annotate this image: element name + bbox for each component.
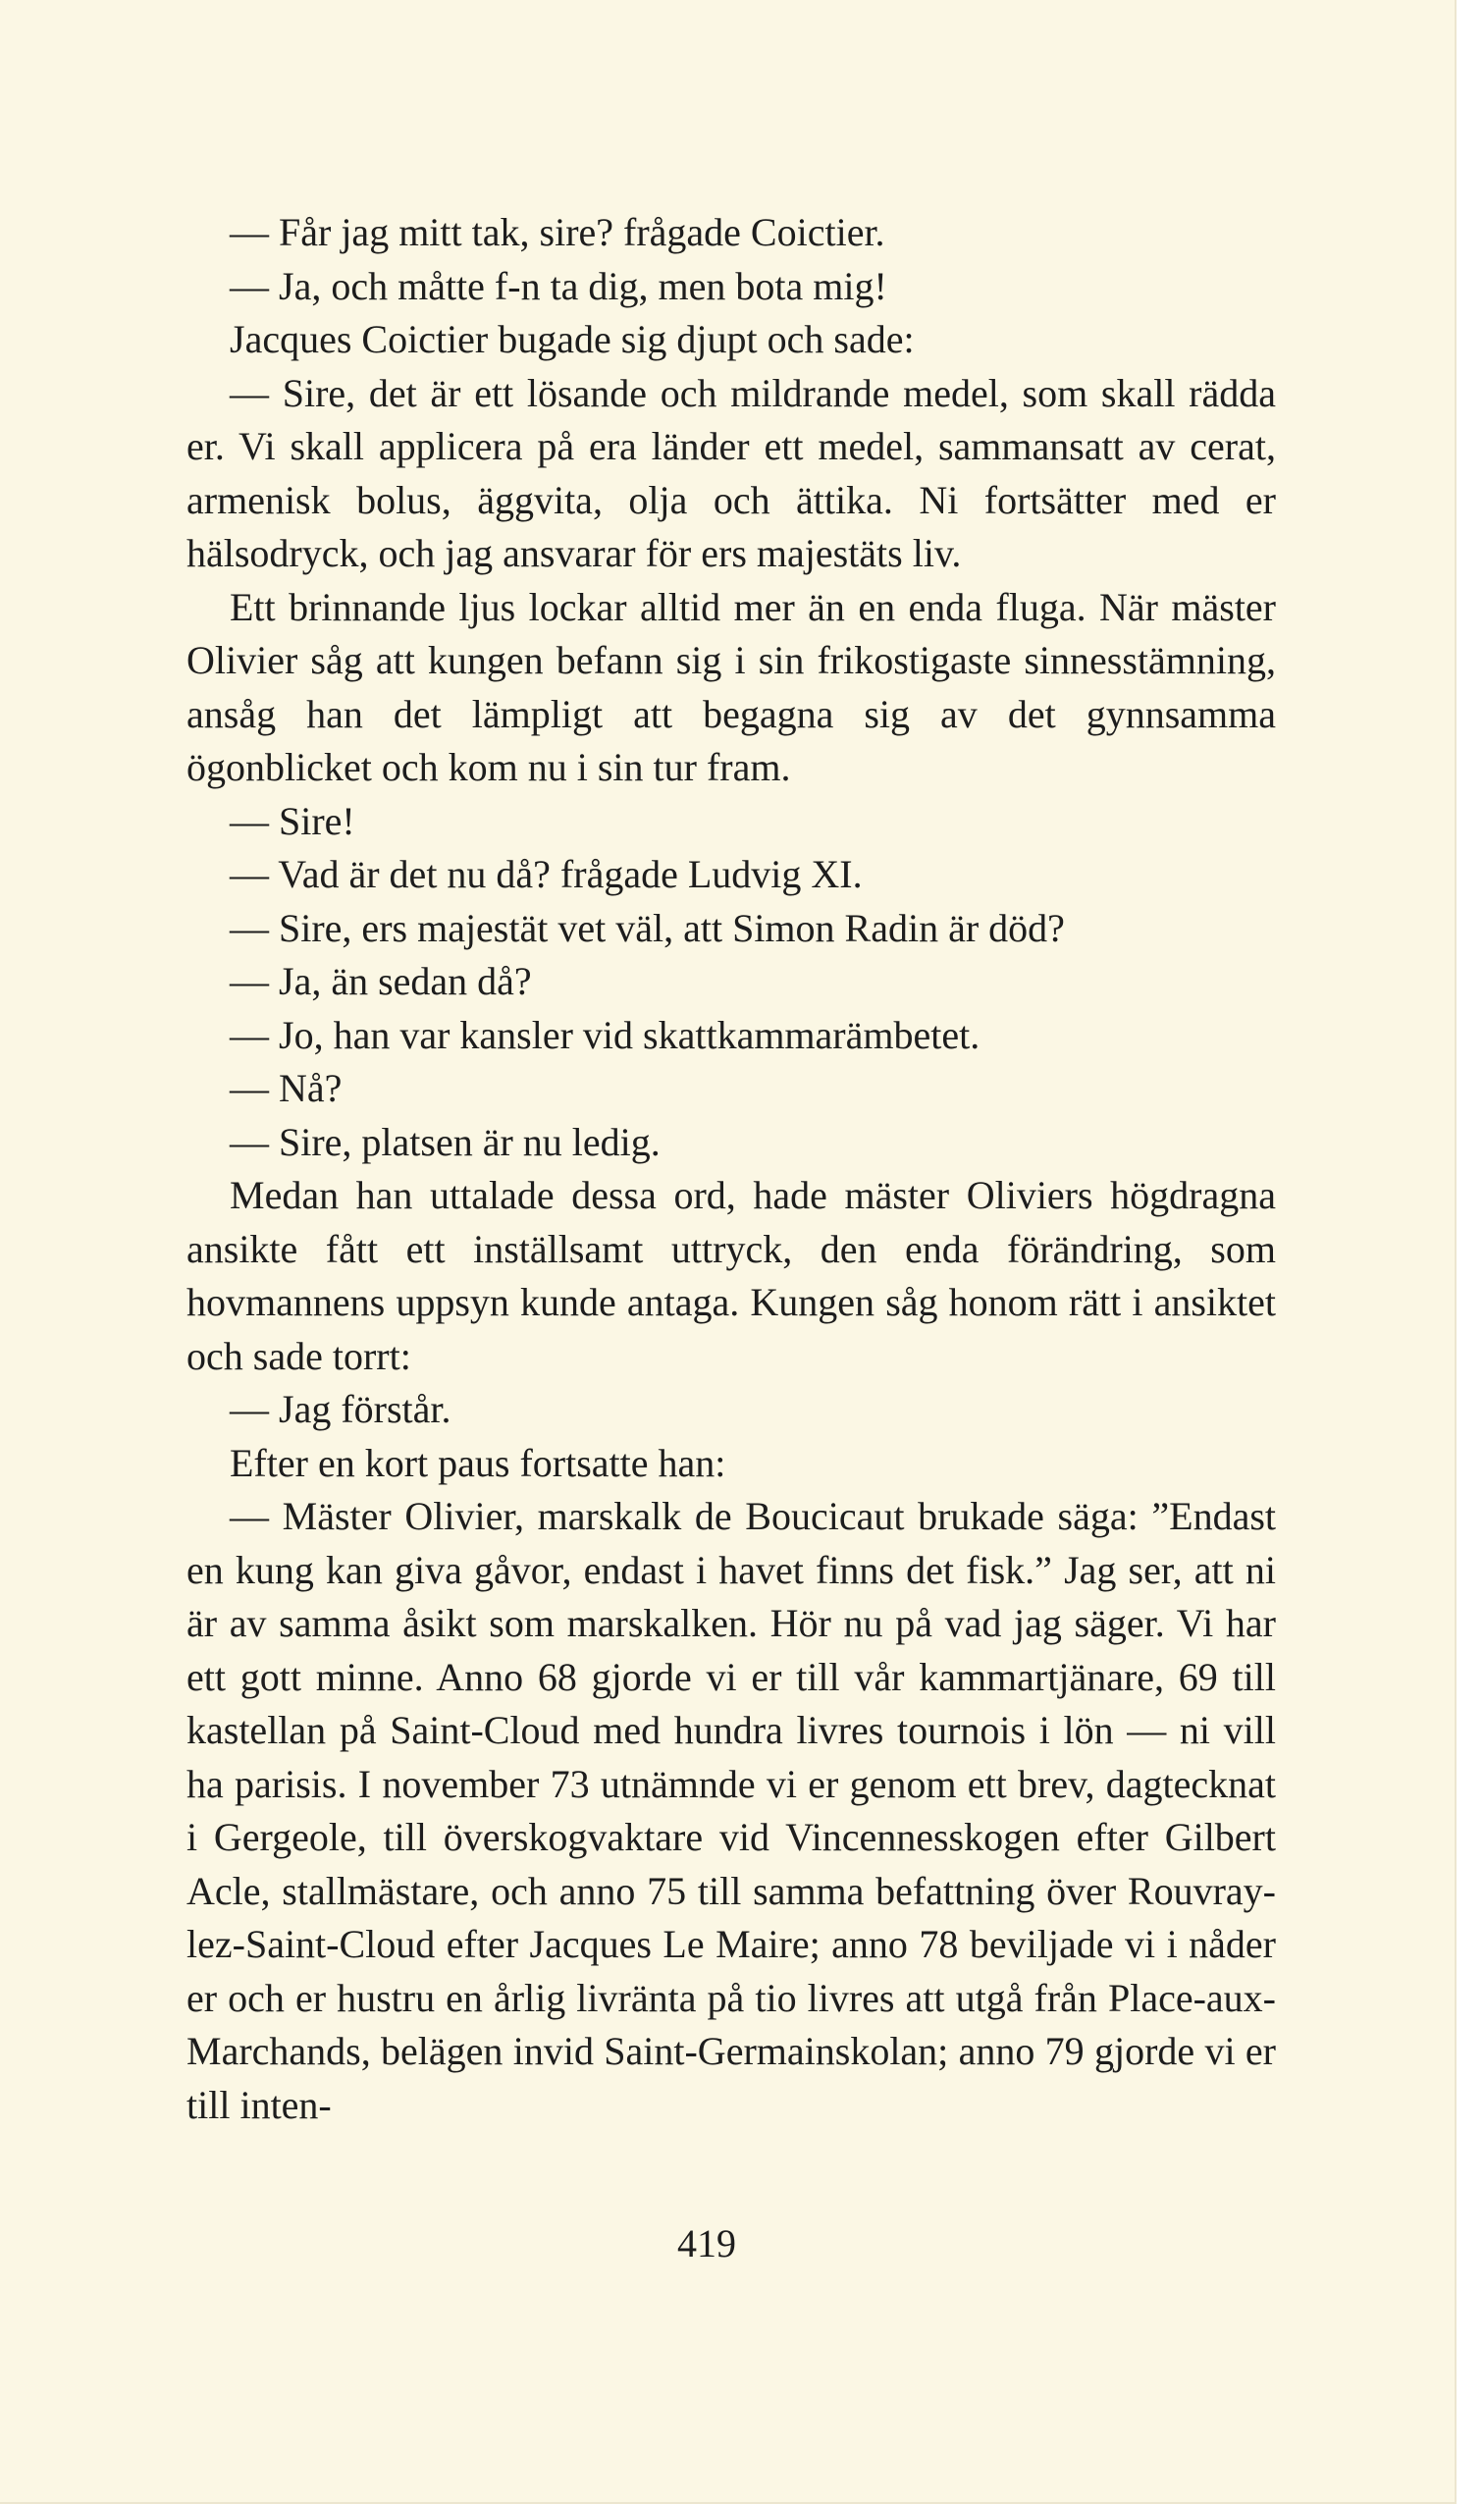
- paragraph: — Mäster Olivier, marskalk de Boucicaut brukade säga: ”Endast en kung kan giva gåvor, endast i havet finns det fisk.” Jag ser, att ni är av samma åsikt som marskalken. Hör nu på vad jag säger. Vi har ett gott minne. Anno 68 gjorde vi er till vår kammartjänare, 69 till kastellan på Saint-Cloud med hundra livres tournois i lön — ni vill ha parisis. I november 73 utnämnde vi er genom ett brev, dagtecknat i Gergeole, till överskogvaktare vid Vincennesskogen efter Gilbert Acle, stallmästare, och anno 75 till samma befattning över Rouvray-lez-Saint-Cloud efter Jacques Le Maire; anno 78 beviljade vi i nåder er och er hustru en årlig livränta på tio livres att utgå från Place-aux-Marchands, belägen invid Saint-Germainskolan; anno 79 gjorde vi er till inten-: [186, 1494, 1276, 2127]
- paragraph: — Sire, det är ett lösande och mildrande medel, som skall rädda er. Vi skall applicera på era länder ett medel, sammansatt av cerat, armenisk bolus, äggvita, olja och ättika. Ni fortsätter med er hälsodryck, och jag ansvarar för ers majestäts liv.: [186, 370, 1276, 575]
- body-text: [186, 206, 1276, 2132]
- paragraph: — Jo, han var kansler vid skattkammarämbetet.: [230, 1012, 980, 1057]
- page-number: 419: [677, 2221, 736, 2265]
- paragraph: — Sire, ers majestät vet väl, att Simon Radin är död?: [230, 905, 1065, 950]
- paragraph: Efter en kort paus fortsatte han:: [230, 1440, 726, 1485]
- paragraph: — Vad är det nu då? frågade Ludvig XI.: [230, 852, 863, 896]
- paragraph: — Nå?: [230, 1066, 343, 1110]
- paragraph: — Får jag mitt tak, sire? frågade Coictier.: [230, 210, 885, 254]
- paragraph: — Sire!: [230, 798, 355, 843]
- paragraph: — Ja, och måtte f-n ta dig, men bota mig!: [230, 263, 887, 308]
- paragraph: Ett brinnande ljus lockar alltid mer än en enda fluga. När mäster Olivier såg att kungen befann sig i sin frikostigaste sinnesstämning, ansåg han det lämpligt att begagna sig av det gynnsamma ögonblicket och kom nu i sin tur fram.: [186, 584, 1276, 789]
- page-edge: [1457, 0, 1484, 2504]
- paragraph: — Jag förstår.: [230, 1387, 451, 1431]
- paragraph: — Ja, än sedan då?: [230, 959, 532, 1003]
- paragraph: Medan han uttalade dessa ord, hade mäster Oliviers högdragna ansikte fått ett inställsamt uttryck, den enda förändring, som hovmannens uppsyn kunde antaga. Kungen såg honom rätt i ansiktet och sade torrt:: [186, 1173, 1276, 1378]
- paragraph: — Sire, platsen är nu ledig.: [230, 1119, 661, 1164]
- paragraph: Jacques Coictier bugade sig djupt och sade:: [230, 317, 915, 361]
